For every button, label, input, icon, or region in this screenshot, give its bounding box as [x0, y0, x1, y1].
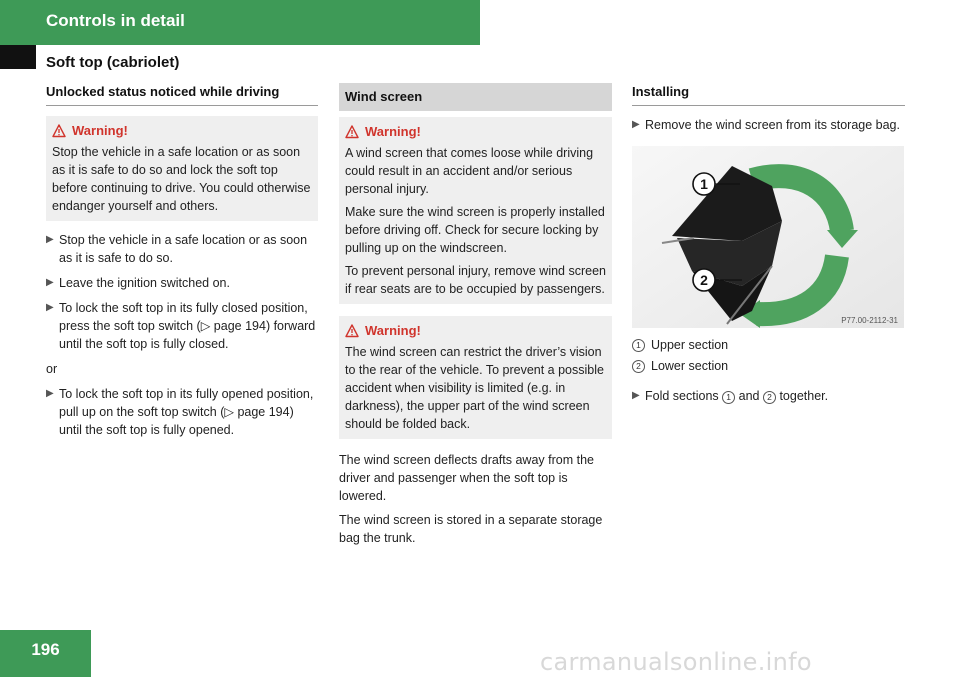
page-subtitle: Soft top (cabriolet)	[46, 54, 180, 71]
step-text: Remove the wind screen from its storage bag.	[645, 118, 900, 132]
wind-screen-folding-image	[632, 146, 904, 328]
warning-label: Warning!	[72, 123, 128, 138]
warning-triangle-icon	[345, 324, 359, 338]
arrow-bullet-icon: ▶	[46, 388, 54, 399]
step-text: Fold sections	[645, 389, 719, 403]
step-item	[46, 385, 318, 439]
step-item	[632, 116, 905, 134]
number-circle-icon: 2	[763, 391, 776, 404]
number-circle-icon: 2	[632, 360, 645, 373]
warning-header	[52, 122, 312, 140]
warning-paragraph: Make sure the wind screen is properly installed before driving off. Check for secure locking by pulling up on the windscreen.	[345, 205, 605, 255]
step-item	[632, 387, 905, 405]
number-circle-icon: 1	[722, 391, 735, 404]
column-installing	[632, 83, 905, 405]
warning-header	[345, 123, 606, 141]
number-circle-icon: 1	[632, 339, 645, 352]
legend-item	[632, 336, 905, 354]
arrow-bullet-icon: ▶	[46, 277, 54, 288]
step-item	[46, 274, 318, 292]
warning-text: The wind screen can restrict the driver’s vision to the rear of the vehicle. To prevent a possible accident when visibility is limited (e.g. in darkness), the upper part of the wind screen should be folded back.	[345, 345, 604, 431]
arrow-bullet-icon: ▶	[46, 302, 54, 313]
warning-paragraph: A wind screen that comes loose while driving could result in an accident and/or serious personal injury.	[345, 146, 594, 196]
page-number: 196	[31, 640, 60, 659]
step-text: Stop the vehicle in a safe location or as soon as it is safe to do so.	[59, 233, 308, 265]
warning-text: Stop the vehicle in a safe location or as soon as it is safe to do so and lock the soft top before continuing to drive. You could otherwise endanger yourself and others.	[52, 145, 311, 213]
warning-triangle-icon	[345, 125, 359, 139]
wind-screen-storage: The wind screen is stored in a separate storage bag the trunk.	[339, 513, 603, 545]
legend-item	[632, 357, 905, 375]
arrow-bullet-icon: ▶	[46, 234, 54, 245]
column-unlocked-status	[46, 83, 318, 439]
step-item	[46, 299, 318, 353]
watermark: carmanualsonline.info	[540, 648, 812, 676]
installing-heading: Installing	[632, 83, 905, 106]
header-marker	[0, 45, 36, 69]
image-code: P77.00-2112-31	[841, 316, 898, 325]
warning-triangle-icon	[52, 124, 66, 138]
warning-box-unlocked	[46, 116, 318, 221]
section-title: Controls in detail	[46, 11, 185, 30]
legend-label: Lower section	[651, 359, 729, 373]
unlocked-status-heading: Unlocked status noticed while driving	[46, 83, 318, 106]
arrow-bullet-icon: ▶	[632, 390, 640, 401]
warning-box-visibility	[339, 316, 612, 439]
step-text: and	[738, 389, 760, 403]
or-text: or	[46, 362, 58, 376]
step-text: To lock the soft top in its fully opened position, pull up on the soft top switch (▷ page 194) until the soft top is fully opened.	[59, 387, 314, 437]
wind-screen-illustration	[632, 146, 904, 328]
column-wind-screen	[339, 83, 612, 547]
warning-box-wind-screen	[339, 117, 612, 304]
step-text: together.	[779, 389, 829, 403]
step-text: Leave the ignition switched on.	[59, 276, 230, 290]
step-item	[46, 231, 318, 267]
step-text: To lock the soft top in its fully closed position, press the soft top switch (▷ page 194) forward until the soft top is fully closed.	[59, 301, 316, 351]
warning-label: Warning!	[365, 323, 421, 338]
wind-screen-heading: Wind screen	[339, 83, 612, 111]
warning-paragraph: To prevent personal injury, remove wind screen if rear seats are to be occupied by passengers.	[345, 264, 607, 296]
arrow-bullet-icon: ▶	[632, 119, 640, 130]
legend-label: Upper section	[651, 338, 729, 352]
wind-screen-description: The wind screen deflects drafts away from the driver and passenger when the soft top is lowered.	[339, 453, 594, 503]
callout-2-label: 2	[700, 272, 708, 288]
warning-header	[345, 322, 606, 340]
warning-label: Warning!	[365, 124, 421, 139]
callout-1-label: 1	[700, 176, 708, 192]
